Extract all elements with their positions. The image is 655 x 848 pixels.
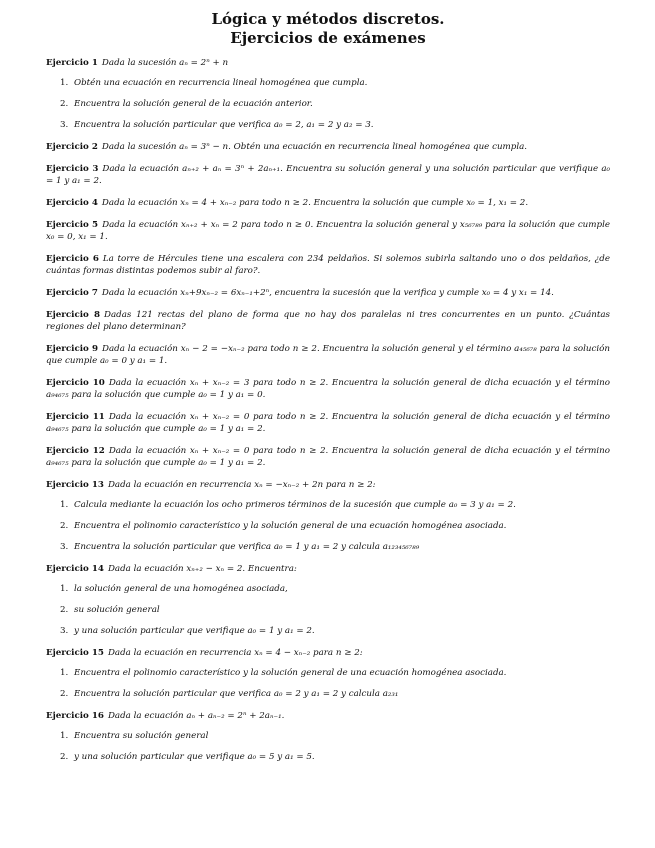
exercise-16 — [46, 710, 610, 722]
exercise-statement: Dada la sucesión aₙ = 3ⁿ − n. Obtén una ecuación en recurrencia lineal homogénea que cumpla. — [101, 142, 528, 152]
list-item-number: 2. — [60, 752, 69, 762]
exercise-16-subitems — [46, 730, 610, 763]
exercise-14 — [46, 563, 610, 575]
list-item — [60, 119, 610, 131]
exercise-statement: Dada la ecuación xₙ − 2 = −xₙ₋₂ para todo n ≥ 2. Encuentra la solución general y el término a₄₅₆₇₈ para la solución que cumple a₀ = 0 y a₁ = 1. — [46, 344, 610, 366]
list-item-text: Encuentra la solución particular que verifica a₀ = 2 y a₁ = 2 y calcula a₂₃₁ — [74, 689, 399, 699]
exercise-label: Ejercicio 11 — [46, 412, 105, 422]
exercise-statement: Dada la ecuación xₙ+9xₙ₋₂ = 6xₙ₋₁+2ⁿ, encuentra la sucesión que la verifica y cumple x₀ = 4 y x₁ = 14. — [101, 288, 554, 298]
list-item — [60, 625, 610, 637]
exercise-label: Ejercicio 13 — [46, 480, 104, 490]
exercise-13-subitems — [46, 499, 610, 553]
list-item-number: 2. — [60, 521, 69, 531]
list-item — [60, 77, 610, 89]
exercise-statement: Dada la ecuación xₙ₊₂ + xₙ = 2 para todo n ≥ 0. Encuentra la solución general y x₅₆₇₈₉ para la solución que cumple x₀ = 0, x₁ = 1. — [46, 220, 610, 242]
exercise-label: Ejercicio 15 — [46, 648, 104, 658]
exercise-statement: Dada la ecuación en recurrencia xₙ = −xₙ₋₂ + 2n para n ≥ 2: — [107, 480, 376, 490]
exercise-statement: Dada la ecuación xₙ + xₙ₋₂ = 3 para todo n ≥ 2. Encuentra la solución general de dicha ecuación y el término a₉₄₆₇₅ para la solución que cumple a₀ = 1 y a₁ = 0. — [46, 378, 610, 400]
exercise-9 — [46, 343, 610, 367]
exercise-label: Ejercicio 3 — [46, 164, 99, 174]
list-item-number: 2. — [60, 605, 69, 615]
list-item — [60, 541, 610, 553]
exercise-label: Ejercicio 12 — [46, 446, 105, 456]
exercise-4 — [46, 197, 610, 209]
exercise-label: Ejercicio 1 — [46, 58, 98, 68]
exercise-label: Ejercicio 14 — [46, 564, 104, 574]
list-item-text: y una solución particular que verifique a₀ = 5 y a₁ = 5. — [74, 752, 315, 762]
list-item-text: Encuentra el polinomio característico y la solución general de una ecuación homogénea asociada. — [74, 668, 507, 678]
title-line-2: Ejercicios de exámenes — [230, 29, 426, 47]
exercise-15 — [46, 647, 610, 659]
list-item — [60, 98, 610, 110]
exercise-statement: Dada la ecuación en recurrencia xₙ = 4 − xₙ₋₂ para n ≥ 2: — [107, 648, 363, 658]
exercise-statement: Dada la ecuación xₙ + xₙ₋₂ = 0 para todo n ≥ 2. Encuentra la solución general de dicha ecuación y el término a₉₄₆₇₅ para la solución que cumple a₀ = 1 y a₁ = 2. — [46, 412, 610, 434]
exercise-5 — [46, 219, 610, 243]
list-item-text: Encuentra la solución general de la ecuación anterior. — [74, 99, 313, 109]
list-item-text: Encuentra la solución particular que verifica a₀ = 1 y a₁ = 2 y calcula a₁₂₃₄₅₆₇₈₉ — [74, 542, 420, 552]
list-item — [60, 583, 610, 595]
exercise-15-subitems — [46, 667, 610, 700]
exercise-list — [46, 57, 610, 763]
list-item-number: 3. — [60, 120, 69, 130]
exercise-statement: Dadas 121 rectas del plano de forma que no hay dos paralelas ni tres concurrentes en un punto. ¿Cuántas regiones del plano determinan? — [46, 310, 610, 332]
document-title — [46, 10, 610, 48]
exercise-label: Ejercicio 2 — [46, 142, 98, 152]
list-item-text: Obtén una ecuación en recurrencia lineal homogénea que cumpla. — [74, 78, 368, 88]
exercise-10 — [46, 377, 610, 401]
exercise-statement: Dada la ecuación xₙ₊₂ − xₙ = 2. Encuentra: — [107, 564, 297, 574]
exercise-statement: Dada la ecuación xₙ = 4 + xₙ₋₂ para todo n ≥ 2. Encuentra la solución que cumple x₀ = 1, x₁ = 2. — [101, 198, 529, 208]
list-item — [60, 604, 610, 616]
exercise-label: Ejercicio 10 — [46, 378, 105, 388]
exercise-6 — [46, 253, 610, 277]
exercise-label: Ejercicio 4 — [46, 198, 98, 208]
exercise-13 — [46, 479, 610, 491]
exercise-label: Ejercicio 5 — [46, 220, 99, 230]
list-item-text: Encuentra la solución particular que verifica a₀ = 2, a₁ = 2 y a₂ = 3. — [74, 120, 374, 130]
exercise-3 — [46, 163, 610, 187]
exercise-label: Ejercicio 7 — [46, 288, 98, 298]
exercise-statement: Dada la ecuación aₙ₊₂ + aₙ = 3ⁿ + 2aₙ₊₁. Encuentra su solución general y una solución particular que verifique a₀ = 1 y a₁ = 2. — [46, 164, 610, 186]
list-item — [60, 499, 610, 511]
list-item-text: y una solución particular que verifique a₀ = 1 y a₁ = 2. — [74, 626, 315, 636]
list-item-text: la solución general de una homogénea asociada, — [74, 584, 288, 594]
list-item-number: 1. — [60, 500, 69, 510]
exercise-statement: Dada la ecuación xₙ + xₙ₋₂ = 0 para todo n ≥ 2. Encuentra la solución general de dicha ecuación y el término a₉₄₆₇₅ para la solución que cumple a₀ = 1 y a₁ = 2. — [46, 446, 610, 468]
exercise-label: Ejercicio 6 — [46, 254, 99, 264]
exercise-8 — [46, 309, 610, 333]
exercise-12 — [46, 445, 610, 469]
title-line-1: Lógica y métodos discretos. — [211, 10, 445, 28]
exercise-2 — [46, 141, 610, 153]
exercise-11 — [46, 411, 610, 435]
list-item — [60, 730, 610, 742]
list-item-text: su solución general — [74, 605, 160, 615]
list-item-text: Encuentra su solución general — [74, 731, 209, 741]
exercise-label: Ejercicio 9 — [46, 344, 99, 354]
list-item-number: 3. — [60, 542, 69, 552]
exercise-statement: La torre de Hércules tiene una escalera con 234 peldaños. Si solemos subirla saltando uno o dos peldaños, ¿de cuántas formas distintas podemos subir al faro?. — [46, 254, 610, 276]
list-item-number: 1. — [60, 668, 69, 678]
exercise-1-subitems — [46, 77, 610, 131]
list-item-number: 3. — [60, 626, 69, 636]
list-item-number: 2. — [60, 99, 69, 109]
list-item-number: 1. — [60, 78, 69, 88]
list-item-number: 1. — [60, 584, 69, 594]
exercise-14-subitems — [46, 583, 610, 637]
exercise-label: Ejercicio 8 — [46, 310, 100, 320]
list-item-number: 2. — [60, 689, 69, 699]
exercise-statement: Dada la sucesión aₙ = 2ⁿ + n — [101, 58, 229, 68]
list-item — [60, 520, 610, 532]
list-item-text: Encuentra el polinomio característico y la solución general de una ecuación homogénea asociada. — [74, 521, 507, 531]
exercise-label: Ejercicio 16 — [46, 711, 104, 721]
list-item — [60, 667, 610, 679]
exercise-1 — [46, 57, 610, 69]
exercise-statement: Dada la ecuación aₙ + aₙ₋₂ = 2ⁿ + 2aₙ₋₁. — [107, 711, 285, 721]
exercise-7 — [46, 287, 610, 299]
list-item-number: 1. — [60, 731, 69, 741]
list-item — [60, 688, 610, 700]
list-item-text: Calcula mediante la ecuación los ocho primeros términos de la sucesión que cumple a₀ = 3 y a₁ = 2. — [74, 500, 516, 510]
list-item — [60, 751, 610, 763]
